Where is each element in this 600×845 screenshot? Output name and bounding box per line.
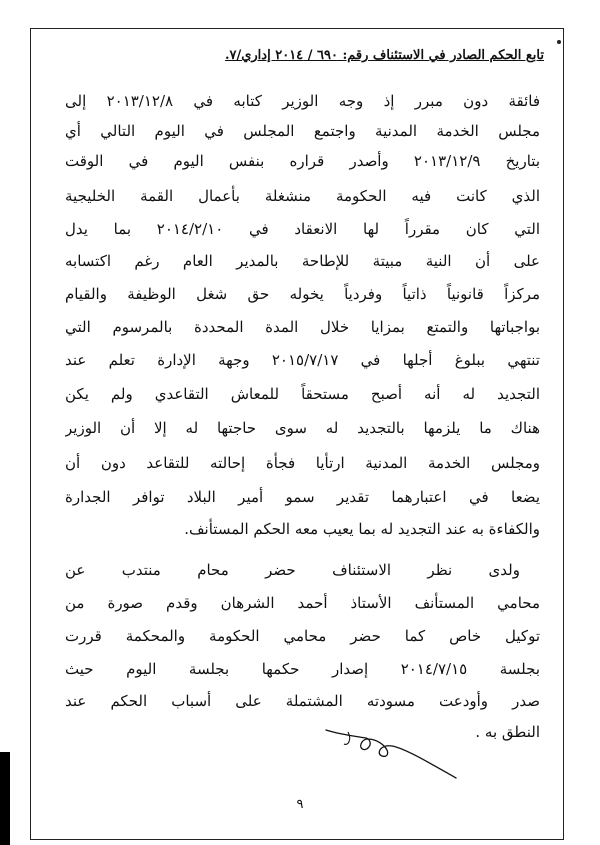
paragraph-line: محامي المستأنف الأستاذ أحمد الشرهان وقدم صورة من xyxy=(65,594,540,612)
paragraph-line: تنتهي ببلوغ أجلها في ٢٠١٥/٧/١٧ وجهة الإدارة تعلم عند xyxy=(65,351,540,369)
scan-edge-bar xyxy=(0,752,10,845)
paragraph-line: هناك ما يلزمها بالتجديد له سوى حاجتها له إلا أن الوزير xyxy=(65,419,540,437)
paragraph-line: بجلسة ٢٠١٤/٧/١٥ إصدار حكمها بجلسة اليوم حيث xyxy=(65,660,540,678)
paragraph-line: الذي كانت فيه الحكومة منشغلة بأعمال القمة الخليجية xyxy=(65,187,540,205)
paragraph-line: التجديد له أنه أصبح مستحقاً للمعاش التقاعدي ولم يكن xyxy=(65,385,540,403)
paragraph-line: صدر وأودعت مسودته المشتملة على أسباب الحكم عند xyxy=(65,692,540,710)
paragraph-line: على أن النية مبيتة للإطاحة بالمدير العام رغم اكتسابه xyxy=(65,252,540,270)
paragraph-line: والكفاءة به عند التجديد له بما يعيب معه الحكم المستأنف. xyxy=(184,520,540,538)
paragraph-line: فائقة دون مبرر إذ وجه الوزير كتابه في ٢٠١٣/١٢/٨ إلى xyxy=(65,92,540,110)
paragraph-line: مركزاً قانونياً ذاتياً وفردياً يخوله حق شغل الوظيفة والقيام xyxy=(65,285,540,303)
paragraph-line: ومجلس الخدمة المدنية ارتأيا فجأة إحالته للتقاعد دون أن xyxy=(65,454,540,472)
paragraph-line: مجلس الخدمة المدنية واجتمع المجلس في اليوم التالي أي xyxy=(65,122,540,140)
paragraph-line: بتاريخ ٢٠١٣/١٢/٩ وأصدر قراره بنفس اليوم في الوقت xyxy=(65,152,540,170)
document-header: تابع الحكم الصادر في الاستئناف رقم: ٦٩٠ / ٢٠١٤ إداري/٧. xyxy=(224,48,544,63)
paragraph-line: النطق به . xyxy=(475,723,540,741)
paragraph-line: يضعا في اعتبارهما تقدير سمو أمير البلاد توافر الجدارة xyxy=(65,488,540,506)
paragraph-line: توكيل خاص كما حضر محامي الحكومة والمحكمة قررت xyxy=(65,627,540,645)
signature xyxy=(318,722,468,782)
corner-mark xyxy=(557,40,561,44)
paragraph-line: بواجباتها والتمتع بمزايا خلال المدة المحددة بالمرسوم التي xyxy=(65,318,540,336)
paragraph-line: ولدى نظر الاستئناف حضر محام منتدب عن xyxy=(65,561,520,579)
paragraph-line: التي كان مقرراً لها الانعقاد في ٢٠١٤/٢/١٠ بما يدل xyxy=(65,220,540,238)
page-number: ٩ xyxy=(296,797,304,812)
